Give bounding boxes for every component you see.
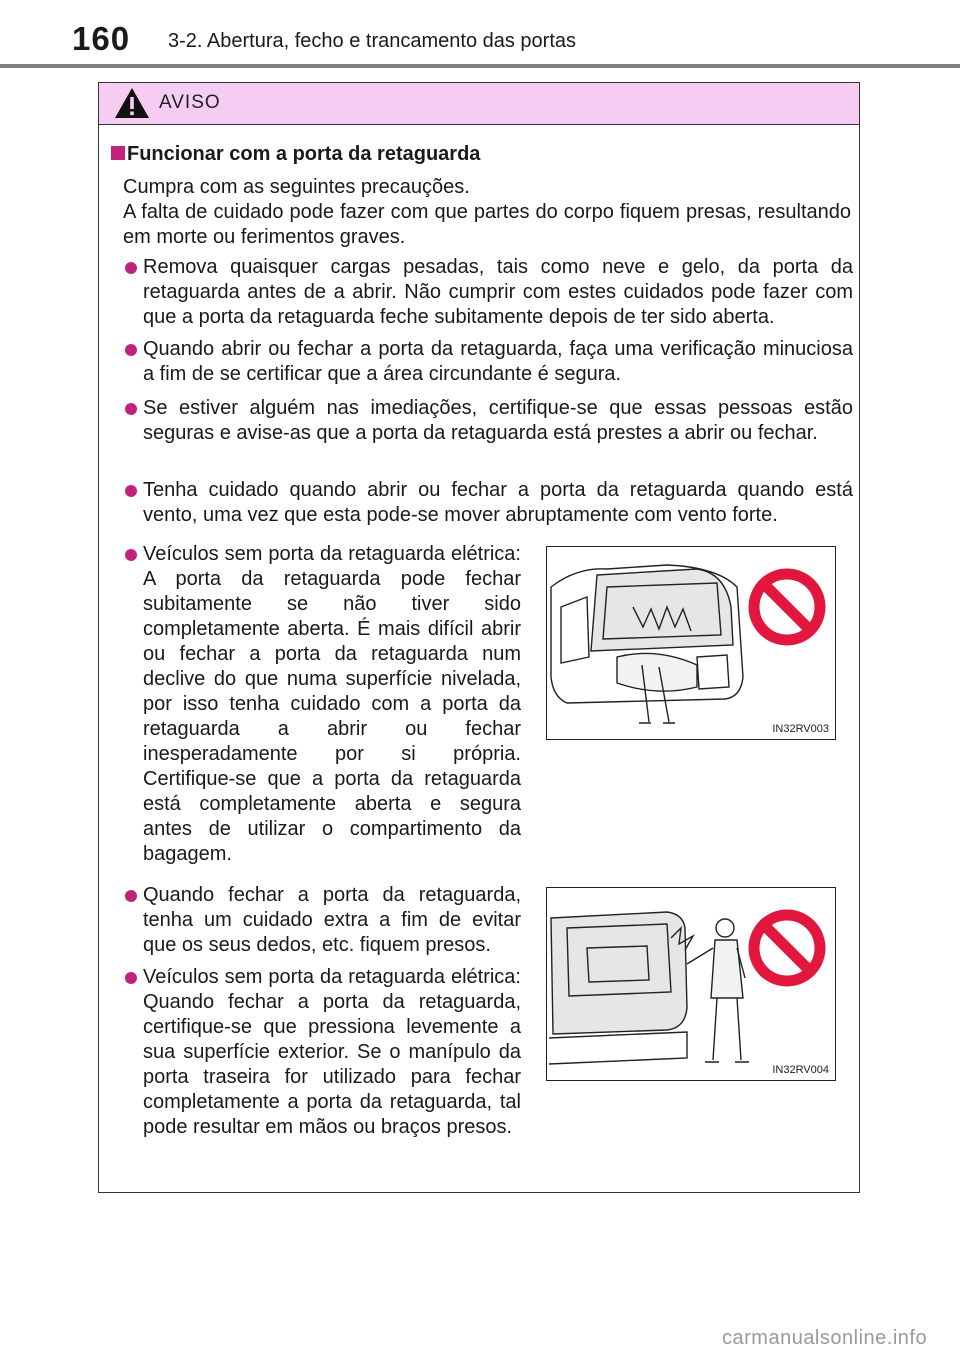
intro-text: Cumpra com as seguintes precauções. A falta de cuidado pode fazer com que partes do corpo fiquem presas, resultando em morte ou ferimentos graves. <box>123 176 851 248</box>
figure-code: IN32RV004 <box>772 1064 829 1076</box>
warning-header <box>99 83 859 125</box>
page-number: 160 <box>72 20 131 57</box>
warning-heading: Funcionar com a porta da retaguarda <box>127 143 481 165</box>
bullet-text: Se estiver alguém nas imediações, certifique-se que essas pessoas estão seguras e avise-as que a porta da retaguarda está prestes a abrir ou fechar. <box>143 397 853 444</box>
bullet-text: Quando abrir ou fechar a porta da retaguarda, faça uma verificação minuciosa a fim de se certificar que a área circundante é segura. <box>143 338 853 385</box>
watermark: carmanualsonline.info <box>722 1327 928 1349</box>
bullet-dot-icon <box>125 890 137 902</box>
warning-triangle-icon <box>113 86 151 120</box>
bullet-text: Veículos sem porta da retaguarda elétrica: A porta da retaguarda pode fechar subitamente se não tiver sido completamente aberta. É mais difícil abrir ou fechar a porta da retaguarda num declive do que numa superfície nivelada, por isso tenha cuidado com a porta da retaguarda a abrir ou fechar inesperadamente por si própria. Certifique-se que a porta da retaguarda está completamente aberta e segura antes de utilizar o compartimento da bagagem. <box>143 543 521 865</box>
bullet-dot-icon <box>125 344 137 356</box>
bullet-text: Remova quaisquer cargas pesadas, tais como neve e gelo, da porta da retaguarda antes de a abrir. Não cumprir com estes cuidados pode fazer com que a porta da retaguarda feche subitamente depois de ter sido aberta. <box>143 256 853 328</box>
bullet-text: Tenha cuidado quando abrir ou fechar a porta da retaguarda quando está vento, uma vez que esta pode-se mover abruptamente com vento forte. <box>143 479 853 526</box>
figure-code: IN32RV003 <box>772 723 829 735</box>
section-title: 3-2. Abertura, fecho e trancamento das portas <box>168 30 577 52</box>
bullet-text: Quando fechar a porta da retaguarda, tenha um cuidado extra a fim de evitar que os seus dedos, etc. fiquem presos. <box>143 884 521 956</box>
bullet-dot-icon <box>125 972 137 984</box>
bullet-dot-icon <box>125 262 137 274</box>
car-tailgate-illustration <box>547 547 836 740</box>
figure-tailgate-closing <box>546 887 836 1081</box>
bullet-text: Veículos sem porta da retaguarda elétrica: Quando fechar a porta da retaguarda, certifique-se que pressiona levemente a sua superfície exterior. Se o manípulo da porta traseira for utilizado para fechar completamente a porta da retaguarda, tal pode resultar em mãos ou braços presos. <box>143 966 521 1138</box>
heading-square-icon <box>111 146 125 160</box>
bullet-dot-icon <box>125 549 137 561</box>
bullet-dot-icon <box>125 403 137 415</box>
person-closing-tailgate-illustration <box>547 888 836 1081</box>
warning-label: AVISO <box>159 92 221 113</box>
figure-tailgate-falling <box>546 546 836 740</box>
page-header <box>0 0 960 70</box>
bullet-dot-icon <box>125 485 137 497</box>
header-rule <box>0 64 960 68</box>
